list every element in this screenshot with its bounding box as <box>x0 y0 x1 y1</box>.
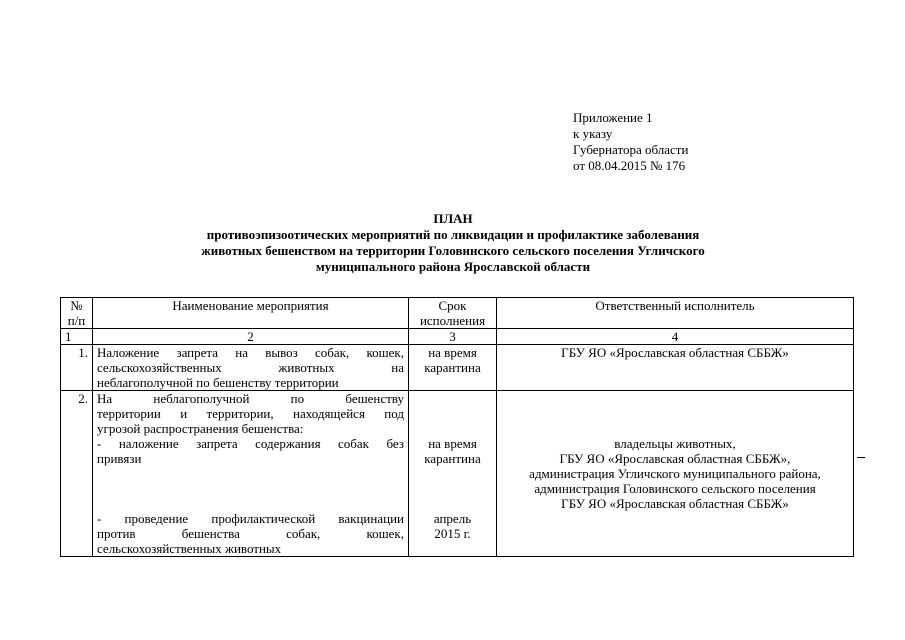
plan-subtitle-line1: противоэпизоотических мероприятий по ликвидации и профилактике заболевания <box>206 227 700 242</box>
plan-heading <box>60 211 846 275</box>
table-header-row <box>61 298 854 329</box>
row2-spacer <box>97 466 404 511</box>
header-term-line2: исполнения <box>419 313 486 328</box>
row2-sub1-resp-line4: администрация Головинского сельского поселения <box>534 481 816 496</box>
row2-name-line2: территории и территории, находящейся под <box>97 406 404 421</box>
row2-sub2-resp: ГБУ ЯО «Ярославская областная СББЖ» <box>561 496 789 511</box>
row1-resp: ГБУ ЯО «Ярославская областная СББЖ» <box>497 345 854 391</box>
row1-name-line2: сельскохозяйственных животных на <box>97 360 404 375</box>
row2-resp <box>497 391 854 557</box>
appendix-title: Приложение 1 <box>573 110 653 125</box>
table-row <box>61 345 854 391</box>
plan-table <box>60 297 854 557</box>
plan-subtitle-line3: муниципального района Ярославской области <box>315 259 591 274</box>
header-num <box>61 298 93 329</box>
row2-name <box>93 391 409 557</box>
row1-name-line1: Наложение запрета на вывоз собак, кошек, <box>97 345 404 360</box>
row2-sub2-term-line1: апрель <box>433 511 472 526</box>
row1-term-line2: карантина <box>424 360 481 375</box>
col-number-1: 1 <box>61 329 93 345</box>
header-name: Наименование мероприятия <box>93 298 409 329</box>
row1-term <box>409 345 497 391</box>
column-number-row <box>61 329 854 345</box>
row2-name-line3: угрозой распространения бешенства: <box>97 421 304 436</box>
plan-title: ПЛАН <box>433 211 473 226</box>
header-num-line2: п/п <box>67 313 86 328</box>
row2-term <box>409 391 497 557</box>
row1-num: 1. <box>61 345 93 391</box>
header-resp: Ответственный исполнитель <box>497 298 854 329</box>
col-number-4: 4 <box>497 329 854 345</box>
row2-sub2-line3: сельскохозяйственных животных <box>97 541 282 556</box>
header-term-line1: Срок <box>438 298 467 313</box>
appendix-ref: к указу <box>573 126 613 141</box>
col-number-2: 2 <box>93 329 409 345</box>
row2-sub1-term-line1: на время <box>428 436 477 451</box>
row2-sub2-line2: против бешенства собак, кошек, <box>97 526 404 541</box>
row2-name-line1: На неблагополучной по бешенству <box>97 391 404 406</box>
col-number-3: 3 <box>409 329 497 345</box>
row1-name-line3: неблагополучной по бешенству территории <box>97 375 339 390</box>
header-num-line1: № <box>70 298 83 313</box>
row2-sub2-term-line2: 2015 г. <box>434 526 471 541</box>
row2-sub1-resp-line1: владельцы животных, <box>614 436 736 451</box>
row2-num: 2. <box>61 391 93 557</box>
table-row <box>61 391 854 557</box>
header-term <box>409 298 497 329</box>
appendix-block <box>573 110 688 174</box>
row2-sub1-term-line2: карантина <box>424 451 481 466</box>
row1-term-line1: на время <box>428 345 477 360</box>
row2-sub1-resp-line3: администрация Угличского муниципального района, <box>529 466 821 481</box>
row2-sub1-line1: - наложение запрета содержания собак без <box>97 436 404 451</box>
page-edge-mark <box>857 457 865 458</box>
row2-sub1-line2: привязи <box>97 451 142 466</box>
plan-subtitle-line2: животных бешенством на территории Головинского сельского поселения Угличского <box>201 243 705 258</box>
row1-name <box>93 345 409 391</box>
appendix-author: Губернатора области <box>573 142 689 157</box>
appendix-date: от 08.04.2015 № 176 <box>573 158 686 173</box>
row2-sub1-resp-line2: ГБУ ЯО «Ярославская областная СББЖ», <box>559 451 791 466</box>
row2-sub2-line1: - проведение профилактической вакцинации <box>97 511 404 526</box>
